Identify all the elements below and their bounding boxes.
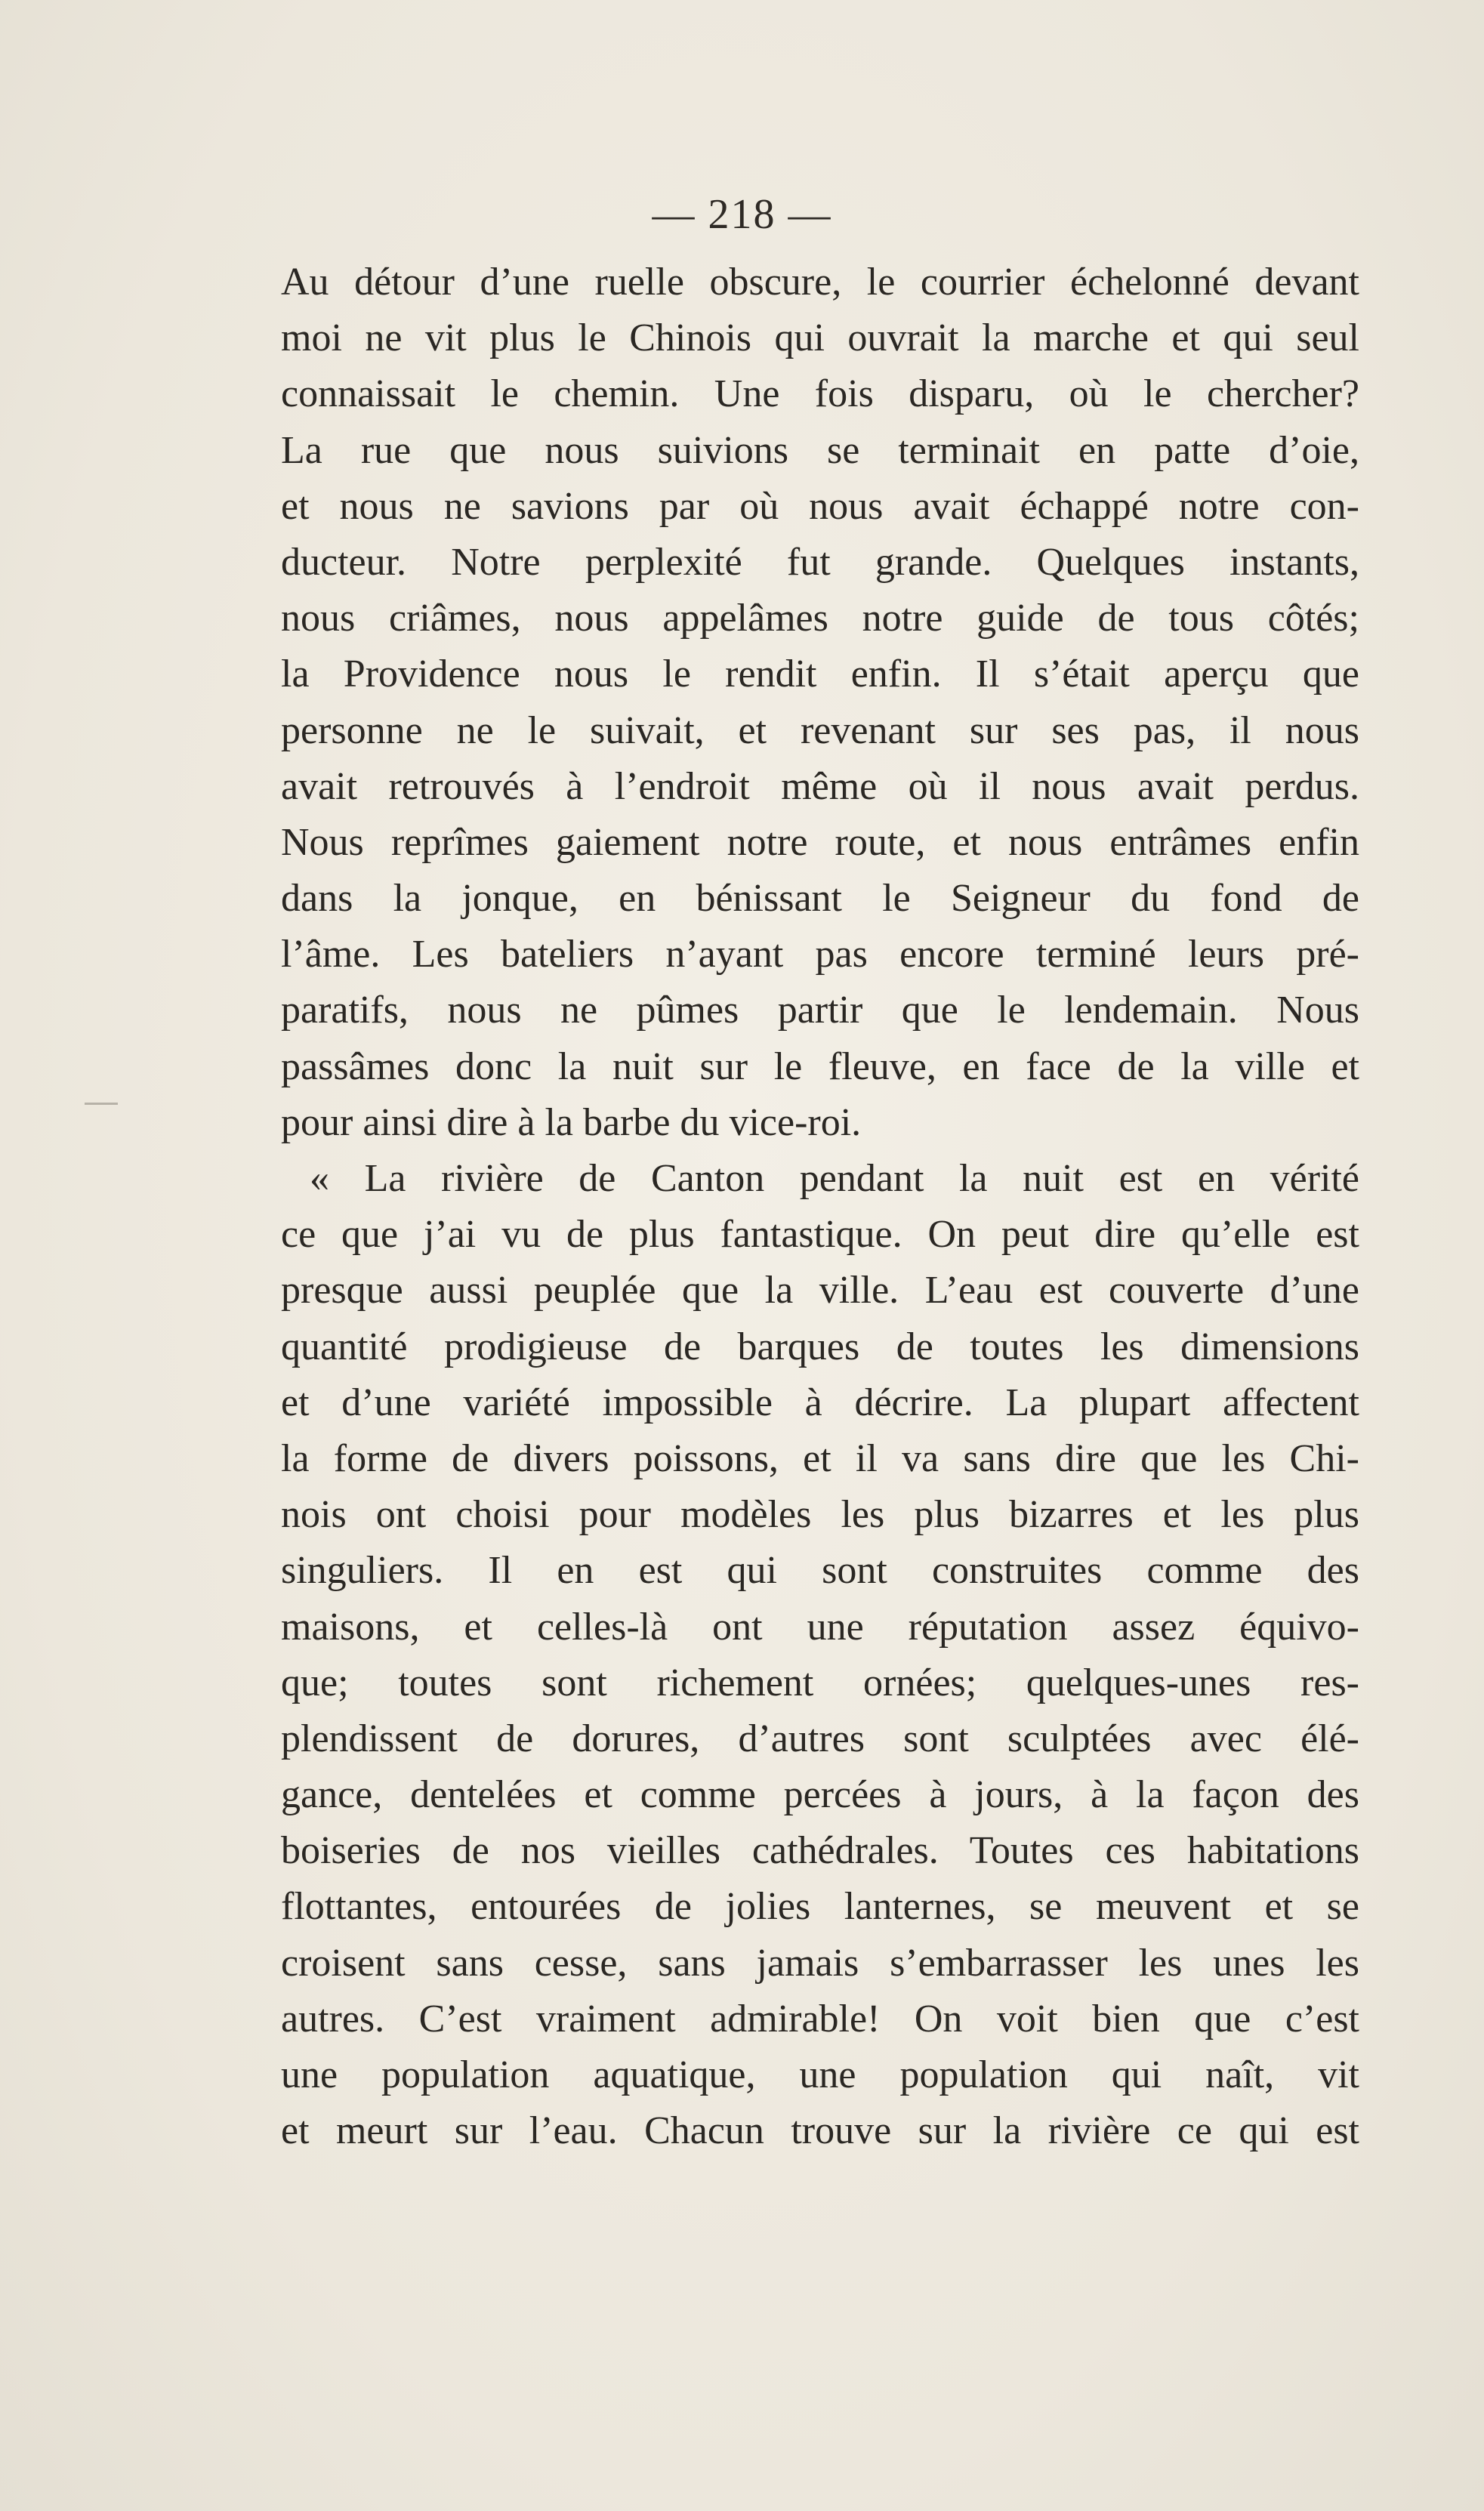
text-line: moi ne vit plus le Chinois qui ouvrait la marche et qui seul — [281, 316, 1359, 360]
text-line: l’âme. Les bateliers n’ayant pas encore terminé leurs pré- — [281, 933, 1359, 976]
margin-mark — [85, 1103, 118, 1105]
text-line: ducteur. Notre perplexité fut grande. Quelques instants, — [281, 540, 1359, 584]
text-line: Nous reprîmes gaiement notre route, et nous entrâmes enfin — [281, 820, 1359, 864]
text-line: connaissait le chemin. Une fois disparu, où le chercher? — [281, 372, 1359, 416]
text-line: nois ont choisi pour modèles les plus bizarres et les plus — [281, 1493, 1359, 1537]
text-line: boiseries de nos vieilles cathédrales. Toutes ces habitations — [281, 1829, 1359, 1873]
text-line: et d’une variété impossible à décrire. La plupart affectent — [281, 1380, 1359, 1424]
text-line: maisons, et celles-là ont une réputation assez équivo- — [281, 1605, 1359, 1649]
text-line: que; toutes sont richement ornées; quelques-unes res- — [281, 1661, 1359, 1704]
body-text — [281, 254, 1359, 2159]
text-line: autres. C’est vraiment admirable! On voit bien que c’est — [281, 1997, 1359, 2041]
text-line: ce que j’ai vu de plus fantastique. On peut dire qu’elle est — [281, 1213, 1359, 1257]
text-line: nous criâmes, nous appelâmes notre guide de tous côtés; — [281, 597, 1359, 640]
text-line: plendissent de dorures, d’autres sont sculptées avec élé- — [281, 1717, 1359, 1760]
text-line: croisent sans cesse, sans jamais s’embarrasser les unes les — [281, 1941, 1359, 1985]
text-line: gance, dentelées et comme percées à jours, à la façon des — [281, 1773, 1359, 1817]
text-line: personne ne le suivait, et revenant sur ses pas, il nous — [281, 708, 1359, 752]
text-line-paragraph-end: pour ainsi dire à la barbe du vice-roi. — [281, 1100, 862, 1144]
text-line: et nous ne savions par où nous avait échappé notre con- — [281, 484, 1359, 528]
text-line: flottantes, entourées de jolies lanternes, se meuvent et se — [281, 1885, 1359, 1929]
text-line: une population aquatique, une population qui naît, vit — [281, 2053, 1359, 2096]
text-line: singuliers. Il en est qui sont construites comme des — [281, 1549, 1359, 1593]
text-line: la Providence nous le rendit enfin. Il s’était aperçu que — [281, 652, 1359, 696]
page-number: — 218 — — [652, 191, 832, 238]
text-line-paragraph-start: « La rivière de Canton pendant la nuit est en vérité — [310, 1157, 1359, 1200]
text-line: et meurt sur l’eau. Chacun trouve sur la rivière ce qui est — [281, 2109, 1359, 2153]
text-line: paratifs, nous ne pûmes partir que le lendemain. Nous — [281, 989, 1359, 1032]
text-line: quantité prodigieuse de barques de toutes les dimensions — [281, 1325, 1359, 1368]
text-line: Au détour d’une ruelle obscure, le courrier échelonné devant — [281, 261, 1359, 304]
text-line: La rue que nous suivions se terminait en patte d’oie, — [281, 428, 1359, 472]
text-line: dans la jonque, en bénissant le Seigneur du fond de — [281, 877, 1359, 921]
text-line: la forme de divers poissons, et il va sans dire que les Chi- — [281, 1436, 1359, 1480]
text-line: presque aussi peuplée que la ville. L’eau est couverte d’une — [281, 1269, 1359, 1313]
text-line: passâmes donc la nuit sur le fleuve, en face de la ville et — [281, 1044, 1359, 1088]
text-line: avait retrouvés à l’endroit même où il nous avait perdus. — [281, 764, 1359, 808]
